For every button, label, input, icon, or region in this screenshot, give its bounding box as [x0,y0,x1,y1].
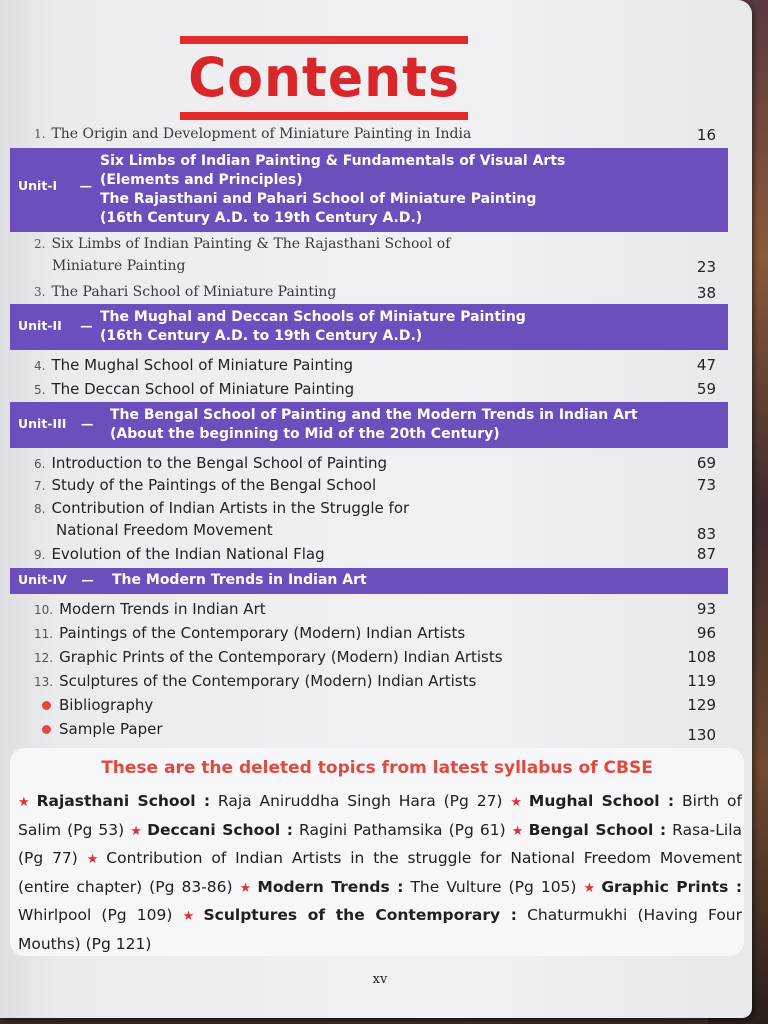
entry-number: 1. [34,127,46,141]
deleted-topic: Contribution of Indian Artists in the struggle for National Freedom Movement (entire chapter) (Pg 83-86) [18,849,743,896]
entry-title: Bibliography [59,696,154,714]
star-icon: ★ [130,823,144,839]
deleted-school: Deccani School : [147,820,293,839]
page-title: Contents [188,46,460,110]
toc-entry [0,126,752,148]
toc-entry: 6. Introduction to the Bengal School of Painting 69 [34,454,716,472]
deleted-topic: Chaturmukhi (Having Four Mouths) (Pg 121) [18,906,742,953]
entry-title: The Mughal School of Miniature Painting [51,356,354,374]
entry-page: 130 [687,726,716,744]
unit-title-line: Six Limbs of Indian Painting & Fundamentals of Visual Arts [100,153,566,169]
toc-entry: 10. Modern Trends in Indian Art 93 [34,600,716,618]
entry-title: Modern Trends in Indian Art [59,600,266,618]
unit-title-line: The Mughal and Deccan Schools of Miniature Painting [100,309,526,325]
toc-entry: 12. Graphic Prints of the Contemporary (Modern) Indian Artists 108 [34,648,716,666]
entry-page: 23 [696,258,716,276]
entry-page: 59 [696,380,716,398]
toc-entry [0,720,752,742]
entry-title: Contribution of Indian Artists in the Struggle for [51,499,410,517]
entry-title: Miniature Painting [52,258,186,274]
entry-title: Sample Paper [59,720,163,738]
deleted-topic: Raja Aniruddha Singh Hara (Pg 27) [217,792,503,810]
toc-entry: 9. Evolution of the Indian National Flag 87 [34,545,716,563]
unit-label: Unit-III [18,416,67,431]
toc-entry: 8. Contribution of Indian Artists in the Struggle for [34,499,410,517]
entry-page: 119 [687,672,716,690]
toc-entry: 11. Paintings of the Contemporary (Modern) Indian Artists 96 [34,624,716,642]
unit-banner-4: Unit-IV — The Modern Trends in Indian Art [10,568,728,594]
entry-title: Evolution of the Indian National Flag [51,545,325,563]
deleted-topic: Rasa-Lila (Pg 77) [18,820,742,867]
entry-page: 129 [687,696,716,714]
entry-title: Study of the Paintings of the Bengal School [51,476,377,494]
toc-entry [0,696,752,718]
entry-page: 93 [696,600,716,618]
unit-label: Unit-IV [18,572,67,587]
deleted-school: Mughal School : [528,792,675,810]
entry-title: Paintings of the Contemporary (Modern) Indian Artists [59,624,466,642]
entry-title: National Freedom Movement [56,521,273,539]
unit-title-line: The Bengal School of Painting and the Modern Trends in Indian Art [110,407,638,423]
unit-banner-1: Unit-I — Six Limbs of Indian Painting & Fundamentals of Visual Arts (Elements and Principles) The Rajasthani and Pahari School of Miniature Painting (16th Century A.D. to 19th Century A.D.) [10,148,728,232]
unit-title-line: (About the beginning to Mid of the 20th Century) [110,426,500,442]
entry-title: The Deccan School of Miniature Painting [51,380,355,398]
deleted-topic: The Vulture (Pg 105) [410,877,577,896]
entry-page: 83 [696,525,716,543]
entry-title: The Origin and Development of Miniature Painting in India [51,126,472,142]
unit-label: Unit-I [18,178,58,193]
toc-entry [0,521,752,543]
entry-page: 87 [696,545,716,563]
page-number: xv [372,972,388,987]
toc-entry: 7. Study of the Paintings of the Bengal School 73 [34,476,716,494]
deleted-school: Bengal School : [528,820,667,839]
unit-banner-2: Unit-II — The Mughal and Deccan Schools of Miniature Painting (16th Century A.D. to 19th Century A.D.) [10,304,728,350]
star-icon: ★ [583,880,598,896]
entry-page: 38 [696,284,716,302]
unit-title-line: (16th Century A.D. to 19th Century A.D.) [100,328,423,344]
entry-page: 73 [696,476,716,494]
toc-entry [0,258,752,280]
deleted-school: Sculptures of the Contemporary : [203,906,517,924]
entry-page: 16 [696,126,716,144]
deleted-school: Graphic Prints : [601,877,743,896]
entry-page: 96 [696,624,716,642]
deleted-topics-heading: These are the deleted topics from latest syllabus of CBSE [101,758,653,778]
unit-banner-3: Unit-III — The Bengal School of Painting and the Modern Trends in Indian Art (About the beginning to Mid of the 20th Century) [10,402,728,448]
unit-title-line: The Rajasthani and Pahari School of Miniature Painting [100,191,537,207]
deleted-topic: Whirlpool (Pg 109) [18,906,173,924]
deleted-topics-list [18,788,742,957]
deleted-topic: Birth of Salim (Pg 53) [18,792,742,839]
star-icon: ★ [182,909,200,924]
star-icon: ★ [511,823,525,839]
star-icon: ★ [18,795,33,810]
unit-label: Unit-II [18,318,62,333]
entry-title: Six Limbs of Indian Painting & The Rajasthani School of [51,236,451,252]
entry-title: Introduction to the Bengal School of Painting [51,454,388,472]
unit-title-line: (Elements and Principles) [100,172,303,188]
entry-page: 108 [687,648,716,666]
unit-title-line: The Modern Trends in Indian Art [112,572,367,588]
entry-title: The Pahari School of Miniature Painting [51,284,337,300]
deleted-school: Modern Trends : [257,877,404,896]
toc-entry: 5. The Deccan School of Miniature Painting 59 [34,380,716,398]
toc-entry: 4. The Mughal School of Miniature Painting 47 [34,356,716,374]
entry-title: Sculptures of the Contemporary (Modern) Indian Artists [59,672,477,690]
contents-title-box [180,36,468,120]
star-icon: ★ [239,880,254,896]
entry-title: Graphic Prints of the Contemporary (Modern) Indian Artists [59,648,503,666]
toc-entry: 3. The Pahari School of Miniature Painting 38 [34,284,716,302]
entry-page: 69 [696,454,716,472]
star-icon: ★ [510,795,525,810]
toc-entry: 2. Six Limbs of Indian Painting & The Rajasthani School of [34,236,451,252]
deleted-school: Rajasthani School : [36,792,211,810]
bullet-icon [42,701,51,710]
star-icon: ★ [86,852,103,867]
deleted-topics-box [10,748,744,956]
bullet-icon [42,725,51,734]
unit-title-line: (16th Century A.D. to 19th Century A.D.) [100,210,423,226]
deleted-topic: Ragini Pathamsika (Pg 61) [299,820,506,839]
entry-page: 47 [696,356,716,374]
toc-entry: 13. Sculptures of the Contemporary (Modern) Indian Artists 119 [34,672,716,690]
